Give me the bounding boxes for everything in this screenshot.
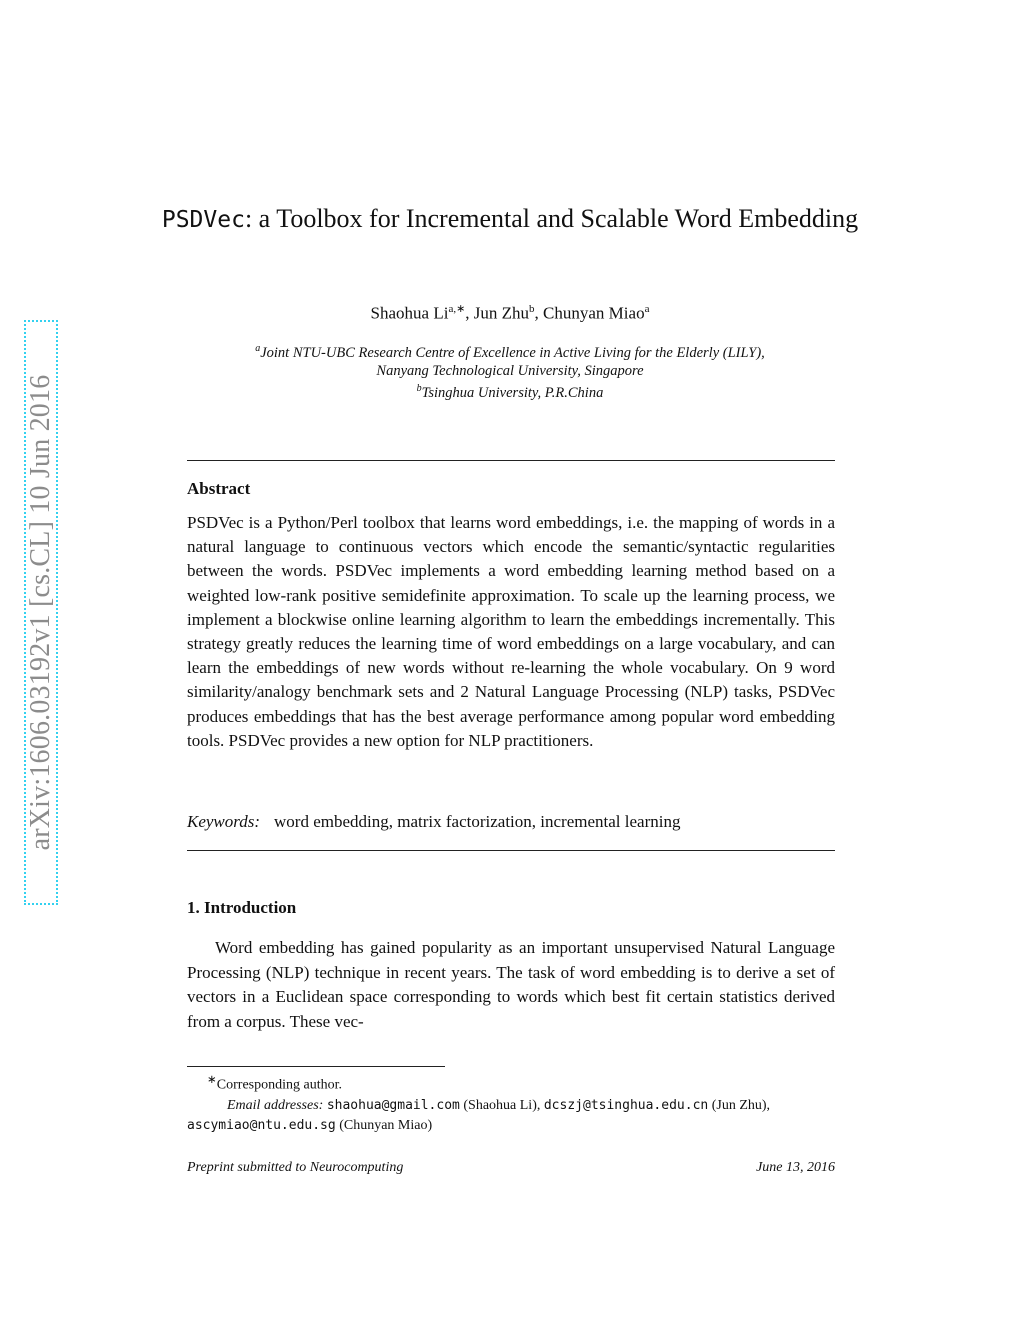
footnote-mark: ∗: [207, 1073, 217, 1086]
section-heading-introduction: 1. Introduction: [187, 898, 297, 917]
email-link[interactable]: ascymiao@ntu.edu.sg: [187, 1117, 336, 1133]
affiliation-line: Nanyang Technological University, Singapore: [376, 363, 644, 379]
keywords-label: Keywords:: [187, 812, 261, 831]
affiliation-a: [160, 343, 860, 362]
author-marks: a: [644, 303, 650, 315]
footnote-rule: [187, 1066, 445, 1067]
preprint-venue: Preprint submitted to Neurocomputing: [187, 1160, 404, 1175]
keywords-text: word embedding, matrix factorization, incremental learning: [274, 812, 681, 831]
footnote-corresponding: [187, 1070, 835, 1096]
author-list: [160, 302, 860, 324]
author-sep: ,: [534, 303, 544, 323]
abstract-body: PSDVec is a Python/Perl toolbox that learns word embeddings, i.e. the mapping of words in a natural language to continuous vectors which encode the semantic/syntactic regularities between the words. PSDVec implements a word embedding learning method based on a weighted low-rank positive semidefinite approximation. To scale up the learning process, we implement a blockwise online learning algorithm to learn the embeddings incrementally. This strategy greatly reduces the learning time of word embeddings on a large vocabulary, and can learn the embeddings of new words without re-learning the whole vocabulary. On 9 word similarity/analogy benchmark sets and 2 Natural Language Processing (NLP) tasks, PSDVec produces embeddings that has the best average performance among popular word embedding tools. PSDVec provides a new option for NLP practitioners.: [187, 513, 835, 750]
email-link[interactable]: shaohua@gmail.com: [326, 1097, 460, 1113]
affiliation-line: Joint NTU-UBC Research Centre of Excellence in Active Living for the Elderly (LILY),: [260, 344, 765, 361]
abstract-bottom-rule: [187, 850, 835, 851]
title-rest: : a Toolbox for Incremental and Scalable Word Embedding: [244, 204, 859, 233]
footnote-corresponding-text: Corresponding author.: [216, 1077, 342, 1093]
tool-name: PSDVec: [161, 207, 245, 233]
abstract-top-rule: [187, 460, 835, 461]
footnote-emails: [187, 1096, 835, 1136]
author-marks: b: [529, 303, 535, 315]
affiliation-line: Tsinghua University, P.R.China: [421, 384, 604, 401]
paper-title: [160, 200, 860, 239]
email-owner: (Jun Zhu),: [711, 1097, 771, 1113]
footnote: [187, 1070, 835, 1136]
email-owner: (Shaohua Li),: [463, 1097, 544, 1113]
affiliation-b: [160, 383, 860, 402]
author-name: Chunyan Miao: [543, 303, 645, 323]
author-sep: ,: [465, 303, 474, 323]
preprint-date: June 13, 2016: [756, 1160, 835, 1175]
abstract-heading: Abstract: [187, 479, 251, 498]
arxiv-stamp: arXiv:1606.03192v1 [cs.CL] 10 Jun 2016: [24, 320, 58, 905]
email-link[interactable]: dcszj@tsinghua.edu.cn: [543, 1097, 709, 1113]
affiliation-a-line2: [160, 363, 860, 380]
affiliation-mark: b: [416, 383, 422, 394]
author-name: Shaohua Li: [370, 303, 449, 323]
email-label: Email addresses:: [227, 1097, 324, 1113]
author-marks: a,∗: [448, 303, 466, 315]
introduction-body: Word embedding has gained popularity as an important unsupervised Natural Language Processing (NLP) technique in recent years. The task of word embedding is to derive a set of vectors in a Euclidean space corresponding to words which best fit certain statistics derived from a corpus. These vec-: [187, 938, 835, 1031]
affiliation-mark: a: [255, 343, 261, 354]
email-owner: (Chunyan Miao): [339, 1117, 433, 1133]
author-name: Jun Zhu: [473, 303, 530, 323]
keywords: [187, 812, 835, 832]
preprint-footer: [187, 1160, 835, 1176]
